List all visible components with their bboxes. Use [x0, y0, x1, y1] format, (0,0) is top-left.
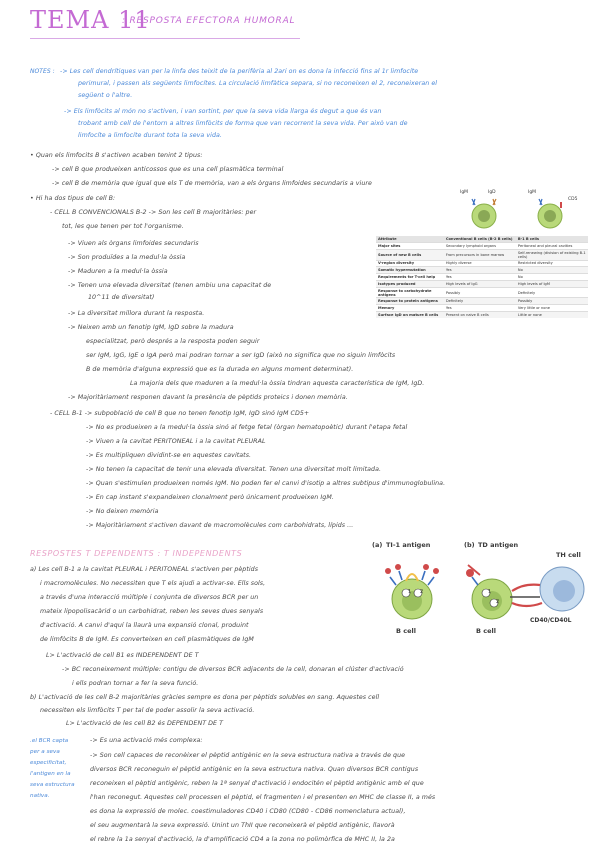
- body-line: -> BC reconeixement múltiple: contigu de diversos BCR adjacents de la cell, donaran el clúster d'activació: [62, 666, 404, 673]
- body-line: -> En cap instant s'expandeixen clonalment però únicament produeixen IgM.: [86, 494, 334, 501]
- table-row: [376, 249, 588, 260]
- table-row: [376, 312, 588, 318]
- signal-1-label: 1: [408, 589, 412, 595]
- table-cell: Restricted diversity: [516, 260, 588, 267]
- b-cell-comparison-table: [376, 236, 588, 318]
- table-cell: Isotypes produced: [376, 280, 444, 287]
- body-line: -> Son cell capaces de reconèixer el pèptid antigènic en la seva estructura nativa a través de que: [90, 752, 406, 759]
- body-line: tot, les que tenen per tot l'organisme.: [62, 223, 184, 230]
- table-cell: No: [516, 267, 588, 274]
- body-line: -> cell B de memòria que igual que els T de memòria, van a els òrgans limfoides secundaris a viure: [52, 180, 372, 187]
- body-line: -> Majoritàriament s'activen davant de macromolècules com carbohidrats, lípids ...: [86, 522, 354, 529]
- label-igm: IgM: [460, 190, 469, 195]
- body-line: ser IgM, IgG, IgE o IgA però mai podran tornar a ser IgD (això no significa que no siguin limfòcits: [86, 352, 396, 359]
- b-cell-receptor-figure: [446, 188, 582, 236]
- table-cell: High levels of IgG: [444, 280, 516, 287]
- notes-label: NOTES :: [30, 68, 55, 75]
- figure-label-a: (a): [372, 541, 383, 549]
- body-line: -> Quan s'estimulen produeixen només IgM. No poden fer el canvi d'isotip a altres subtipus d'immunoglobulina.: [86, 480, 446, 487]
- body-line: La majoria dels que maduren a la medul·la òssia tindran aquesta característica de IgM, IgD.: [130, 380, 425, 387]
- body-line: reconeixen el pèptid antigènic, reben la 1ª senyal d'activació i endocitén el pèptid antigènic amb el que: [90, 780, 424, 787]
- body-line: L> L'activació de cell B1 es INDEPENDENT DE T: [46, 652, 199, 659]
- table-cell: From precursors in bone marrow: [444, 249, 516, 260]
- side-note-line: l'antigen en la: [30, 771, 71, 777]
- body-line: -> Viuen a la cavitat PERITONEAL i a la cavitat PLEURAL: [86, 438, 266, 445]
- table-cell: Somatic hypermutation: [376, 267, 444, 274]
- table-cell: Requirements for T-cell help: [376, 274, 444, 281]
- table-cell: Self-renewing (division of existing B-1 cells): [516, 249, 588, 260]
- table-cell: Memory: [376, 305, 444, 312]
- body-line: -> Es una activació més complexa:: [90, 737, 203, 744]
- label-igm: IgM: [528, 190, 537, 195]
- table-row: [376, 274, 588, 281]
- body-line: -> No tenen la capacitat de tenir una elevada diversitat. Tenen una diversitat molt limitada.: [86, 466, 382, 473]
- side-note-line: .el BCR capta: [30, 738, 69, 744]
- title-underline: [30, 38, 300, 39]
- table-row: [376, 305, 588, 312]
- table-cell: Yes: [444, 274, 516, 281]
- figure-title-b: TD antigen: [478, 541, 519, 549]
- b-cell-label: B cell: [476, 627, 496, 635]
- table-cell: Peritoneal and pleural cavities: [516, 243, 588, 250]
- th-cell: [540, 567, 584, 611]
- label-cd5: CD5: [568, 197, 578, 202]
- page-subtitle: : RESPOSTA EFECTORA HUMORAL: [122, 16, 296, 26]
- body-line: a través d'una interacció múltiple i conjunta de diversos BCR per un: [40, 594, 259, 601]
- table-cell: V-region diversity: [376, 260, 444, 267]
- body-line: i macromolècules. No necessiten que T els ajudi a activar-se. Ells sols,: [40, 580, 266, 587]
- body-line: -> No deixen memòria: [86, 508, 159, 515]
- body-line: -> La diversitat millora durant la resposta.: [68, 310, 205, 317]
- note-line: trobant amb cell de l'entorn a altres limfòcits de forma que van recorrent la seva vida. Per això van de: [78, 120, 408, 127]
- table-cell: Response to carbohydrate antigens: [376, 287, 444, 298]
- body-line: es dona la expressió de molec. coestimuladores CD40 i CD80 (CD80 - CD86 nomenclatura actual),: [90, 808, 406, 815]
- table-cell: Present on naive B cells: [444, 312, 516, 318]
- body-line: l'han reconegut. Aquestes cell processen el pèptid, el fragmenten i el presenten en MHC de classe II, a més: [90, 794, 436, 801]
- body-line: d'activació. A canvi d'aquí la llaurà una expansió clonal, produint: [40, 622, 249, 629]
- table-row: [376, 260, 588, 267]
- table-cell: Very little or none: [516, 305, 588, 312]
- table-cell: Yes: [444, 267, 516, 274]
- body-line: especialitzat, però després a la resposta poden seguir: [86, 338, 260, 345]
- table-row: [376, 280, 588, 287]
- body-line: necessiten els limfòcits T per tal de poder assolir la seva activació.: [40, 707, 255, 714]
- side-note-line: per a seva: [30, 749, 60, 755]
- b-cell-label: B cell: [396, 627, 416, 635]
- table-cell: Surface IgD on mature B cells: [376, 312, 444, 318]
- body-line: -> Neixen amb un fenotip IgM, IgD sobre la madura: [68, 324, 234, 331]
- table-row: [376, 267, 588, 274]
- table-header: Attribute: [376, 236, 444, 243]
- side-note-line: seva estructura: [30, 782, 75, 788]
- note-line: -> Les cell dendrítiques van per la linfa des teixit de la perifèria al 2ari on es dona la infecció fins al 1r limfocíte: [60, 68, 419, 75]
- body-line: mateix lipopolisacàrid o un carbohidrat, reben les seves dues senyals: [40, 608, 264, 615]
- table-cell: Possibly: [516, 298, 588, 305]
- note-line: limfocíte a limfocíte durant tota la seva vida.: [78, 132, 222, 139]
- section-title: RESPOSTES T DEPENDENTS : T INDEPENDENTS: [30, 549, 243, 558]
- body-line: -> Es multipliquen dividint-se en aquestes cavitats.: [86, 452, 252, 459]
- table-header: Conventional B cells (B-2 B cells): [444, 236, 516, 243]
- signal-1-label: 1: [488, 589, 492, 595]
- b2-cell-icon: [472, 199, 496, 228]
- figure-title-a: TI-1 antigen: [386, 541, 431, 549]
- table-cell: Major sites: [376, 243, 444, 250]
- note-line: perimural, i passen als següents limfocítes. La circulació limfàtica separa, si no reconeixen el 2, reconeixeran el: [78, 80, 438, 87]
- table-cell: Possibly: [444, 287, 516, 298]
- body-line: el seu augmentarà la seva expressió. Unint un ThII que reconeixerà el pèptid antigènic, llavorà: [90, 822, 395, 829]
- table-cell: Definitely: [516, 287, 588, 298]
- table-cell: Highly diverse: [444, 260, 516, 267]
- body-line: • Quan els limfocits B s'activen acaben tenint 2 tipus:: [30, 152, 203, 159]
- body-line: -> No es produeixen a la medul·la òssia sinó al fetge fetal (òrgan hematopoètic) durant l'etapa fetal: [86, 424, 408, 431]
- ti-b-cell: [385, 564, 439, 619]
- b1-cell-icon: [538, 199, 562, 228]
- body-line: B de memòria d'alguna expressió que es la durada en alguns moment determinat).: [86, 366, 354, 373]
- body-line: 10^11 de diversitat): [88, 294, 155, 301]
- body-line: - CELL B CONVENCIONALS B-2 -> Son les cell B majoritàries: per: [50, 209, 257, 216]
- body-line: -> cell B que produeixen anticossos que es una cell plasmàtica terminal: [52, 166, 284, 173]
- body-line: el rebre la 1a senyal d'activació, la d'amplificació CD4 a la zona no polimòrfica de MHC II, la 2a: [90, 836, 395, 843]
- body-line: L> L'activació de les cell B2 és DEPENDENT DE T: [66, 720, 224, 727]
- body-line: -> Son produïdes a la medul·la òssia: [68, 254, 186, 261]
- table-cell: Definitely: [444, 298, 516, 305]
- table-row: [376, 287, 588, 298]
- body-line: • Hi ha dos tipus de cell B:: [30, 195, 116, 202]
- label-igd: IgD: [488, 190, 496, 195]
- table-cell: Source of new B cells: [376, 249, 444, 260]
- body-line: -> Maduren a la medul·la òssia: [68, 268, 168, 275]
- body-line: -> Tenen una elevada diversitat (tenen ambiu una capacitat de: [68, 282, 272, 289]
- table-cell: No: [516, 274, 588, 281]
- side-note-line: especificitat,: [30, 760, 67, 766]
- table-cell: Secondary lymphoid organs: [444, 243, 516, 250]
- body-line: i ells podran tornar a fer la seva funció.: [72, 680, 199, 687]
- signal-2-label: 2: [496, 599, 500, 605]
- note-line: -> Els limfòcits al món no s'activen, i van sortint, per que la seva vida llarga és degut a que és van: [64, 108, 382, 115]
- table-cell: Response to protein antigens: [376, 298, 444, 305]
- body-line: - CELL B-1 -> subpoblació de cell B que no tenen fenotip IgM, IgD sinó IgM CD5+: [50, 410, 310, 417]
- ti-td-antigen-figure: [372, 541, 592, 645]
- figure-label-b: (b): [464, 541, 475, 549]
- body-line: de limfòcits B de IgM. Es converteixen en cell plasmàtiques de IgM: [40, 636, 254, 643]
- table-cell: Little or none: [516, 312, 588, 318]
- table-cell: High levels of IgM: [516, 280, 588, 287]
- page-title: TEMA 11: [30, 6, 151, 34]
- side-note-line: nativa.: [30, 793, 50, 799]
- note-line: següent o l'altre.: [78, 92, 133, 99]
- cd40-label: CD40/CD40L: [530, 617, 572, 624]
- table-cell: Yes: [444, 305, 516, 312]
- table-header: B-1 B cells: [516, 236, 588, 243]
- body-line: a) Les cell B-1 a la cavitat PLEURAL i PERITONEAL s'activen per pèptids: [30, 566, 259, 573]
- th-cell-label: TH cell: [556, 551, 581, 559]
- signal-2-label: 2: [420, 589, 424, 595]
- table-row: [376, 243, 588, 250]
- body-line: b) L'activació de les cell B-2 majoritàries gràcies sempre es dona per pèptids solubles en sang. Aquestes cell: [30, 694, 380, 701]
- body-line: -> Viuen als òrgans limfoides secundaris: [68, 240, 199, 247]
- body-line: diversos BCR reconeguin el pèptid antigènic en la seva estructura nativa. Quan diversos BCR contigus: [90, 766, 419, 773]
- table-row: [376, 298, 588, 305]
- body-line: -> Majoritàriament responen davant la presència de pèptids proteics i donen memòria.: [68, 394, 348, 401]
